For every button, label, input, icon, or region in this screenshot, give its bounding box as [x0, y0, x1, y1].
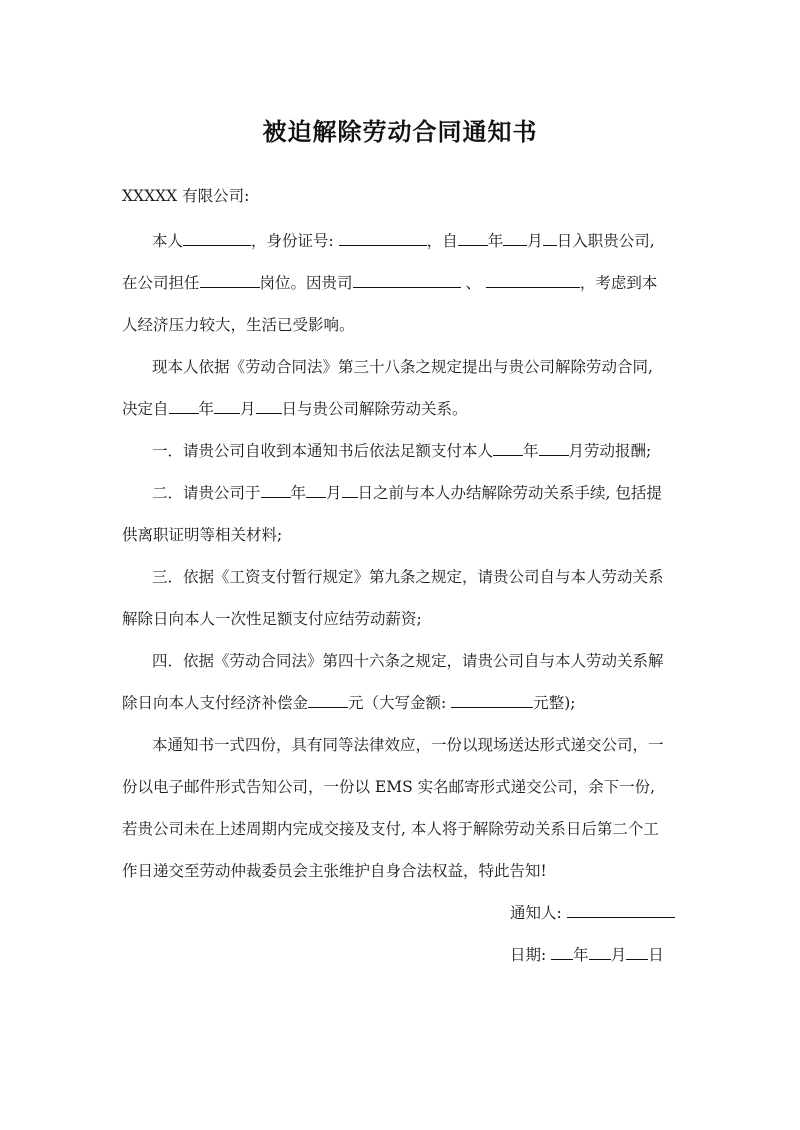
text-segment: 月	[527, 232, 543, 250]
sign-month-blank	[589, 944, 611, 960]
text-segment: 日入职贵公司,	[556, 232, 655, 250]
wage-year-blank	[493, 440, 523, 456]
notifier-blank	[567, 902, 675, 918]
reason-blank-1	[353, 272, 461, 288]
text-segment: 年	[198, 400, 215, 418]
document-title: 被迫解除劳动合同通知书	[262, 117, 538, 146]
termination-year-blank	[169, 398, 199, 414]
text-segment: 决定自	[122, 400, 169, 418]
compensation-amount-blank	[308, 692, 348, 708]
text-segment: 年	[487, 232, 504, 250]
termination-day-blank	[256, 398, 282, 414]
item-3-line-1: 三．依据《工资支付暂行规定》第九条之规定，请贵公司自与本人劳动关系	[152, 568, 664, 586]
text-segment: 月	[240, 400, 256, 418]
wage-month-blank	[539, 440, 569, 456]
text-segment: 月	[326, 484, 342, 502]
termination-month-blank	[214, 398, 240, 414]
text-segment: 年	[290, 484, 307, 502]
month-label: 月	[610, 946, 627, 964]
entry-month-blank	[503, 230, 527, 246]
text-segment: 元整);	[533, 694, 576, 712]
paragraph-2-line-2	[122, 397, 682, 421]
compensation-uppercase-blank	[451, 692, 533, 708]
text-segment: 本人	[152, 232, 184, 250]
item-4-line-1: 四．依据《劳动合同法》第四十六条之规定，请贵公司自与本人劳动关系解	[152, 652, 664, 670]
text-segment: 岗位。因贵司	[259, 274, 353, 292]
name-blank	[183, 230, 251, 246]
year-label: 年	[573, 946, 589, 964]
paragraph-1-line-3: 人经济压力较大，生活已受影响。	[122, 316, 355, 334]
text-segment: 二．请贵公司于	[152, 484, 261, 502]
notifier-signature	[510, 901, 675, 925]
text-segment: ，考虑到本	[579, 274, 658, 292]
sign-day-blank	[626, 944, 648, 960]
day-label: 日	[648, 946, 664, 964]
paragraph-1-line-2	[122, 271, 682, 295]
sign-year-blank	[551, 944, 573, 960]
text-segment: 年	[523, 442, 539, 460]
text-segment: 日之前与本人办结解除劳动关系手续, 包括提	[357, 484, 662, 502]
text-segment: 一．请贵公司自收到本通知书后依法足额支付本人	[152, 442, 494, 460]
text-segment: 、	[465, 274, 481, 292]
id-number-blank	[339, 230, 427, 246]
date-label: 日期:	[510, 946, 547, 964]
handover-day-blank	[342, 482, 358, 498]
paragraph-3-line-3: 若贵公司未在上述周期内完成交接及支付, 本人将于解除劳动关系日后第二个工	[122, 820, 659, 838]
paragraph-2-line-1: 现本人依据《劳动合同法》第三十八条之规定提出与贵公司解除劳动合同,	[152, 358, 653, 376]
paragraph-1-line-1	[152, 229, 682, 253]
text-segment: 月劳动报酬;	[568, 442, 652, 460]
item-3-line-2: 解除日向本人一次性足额支付应结劳动薪资;	[122, 610, 422, 628]
text-segment: ，自	[426, 232, 458, 250]
entry-year-blank	[458, 230, 488, 246]
reason-blank-2	[486, 272, 580, 288]
position-blank	[200, 272, 260, 288]
text-segment: 在公司担任	[122, 274, 200, 292]
addressee: XXXXX 有限公司:	[122, 187, 250, 205]
paragraph-3-line-4: 作日递交至劳动仲裁委员会主张维护自身合法权益，特此告知!	[122, 862, 547, 880]
item-4-line-2	[122, 691, 682, 715]
handover-year-blank	[261, 482, 291, 498]
signature-date	[510, 943, 664, 967]
paragraph-3-line-1: 本通知书一式四份，具有同等法律效应，一份以现场送达形式递交公司，一	[152, 736, 664, 754]
handover-month-blank	[306, 482, 326, 498]
item-1	[152, 439, 682, 463]
paragraph-3-line-2: 份以电子邮件形式告知公司，一份以 EMS 实名邮寄形式递交公司，余下一份,	[122, 778, 656, 796]
notifier-label: 通知人:	[510, 904, 562, 922]
text-segment: 日与贵公司解除劳动关系。	[281, 400, 468, 418]
entry-day-blank	[543, 230, 557, 246]
item-2-line-2: 供离职证明等相关材料;	[122, 526, 283, 544]
text-segment: 除日向本人支付经济补偿金	[122, 694, 309, 712]
text-segment: ，身份证号:	[251, 232, 334, 250]
item-2-line-1	[152, 481, 682, 505]
text-segment: 元（大写金额:	[348, 694, 447, 712]
